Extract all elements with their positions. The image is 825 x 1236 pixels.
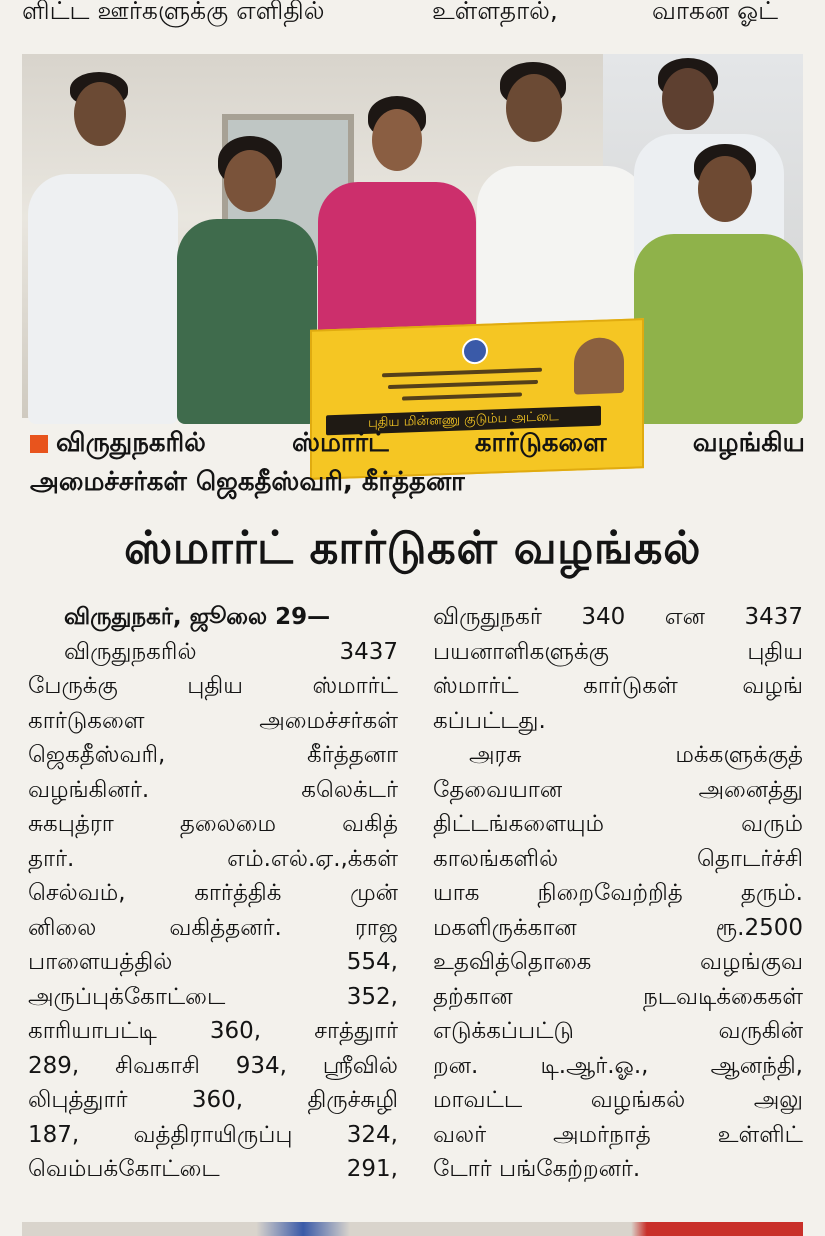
article-line: ஜெகதீஸ்வரி, கீர்த்தனா: [28, 742, 398, 768]
photo-caption: [30, 424, 805, 502]
article-line: விருதுநகர் 340 என 3437: [433, 604, 803, 630]
article-line: திட்டங்களையும் வரும்: [433, 811, 803, 837]
article-line: உதவித்தொகை வழங்குவ: [433, 949, 803, 975]
article-line: 289, சிவகாசி 934, ஸ்ரீவில்: [28, 1052, 398, 1079]
caption-word: விருதுநகரில்: [30, 424, 206, 463]
caption-bullet-icon: [30, 435, 48, 453]
fragment-mid: உள்ளதால்,: [432, 0, 558, 25]
caption-word: கார்டுகளை: [474, 428, 607, 458]
article-column-left: [28, 600, 398, 1187]
caption-line-1: [30, 424, 805, 463]
article-line: மகளிருக்கான ரூ.2500: [433, 914, 803, 941]
article-line: வழங்கினர். கலெக்டர்: [28, 776, 398, 803]
article-line: காலங்களில் தொடர்ச்சி: [433, 845, 803, 872]
article-line: சுகபுத்ரா தலைமை வகித்: [28, 811, 398, 837]
news-photo: [22, 54, 803, 431]
article-line: பேருக்கு புதிய ஸ்மார்ட்: [28, 673, 398, 699]
article-line: செல்வம், கார்த்திக் முன்: [28, 880, 398, 906]
article-line: விருதுநகர், ஜூலை 29—: [64, 604, 331, 630]
fragment-left: ளிட்ட ஊர்களுக்கு எளிதில்: [22, 0, 325, 25]
article-line: 187, வத்திராயிருப்பு 324,: [28, 1121, 398, 1148]
caption-word: ஸ்மார்ட்: [292, 428, 389, 458]
article-line: எடுக்கப்பட்டு வருகின்: [433, 1018, 803, 1044]
article-line: டோர் பங்கேற்றனர்.: [433, 1156, 641, 1182]
next-article-fragment: [22, 1222, 803, 1236]
article-line: தேவையான அனைத்து: [433, 776, 803, 803]
article-line: அரசு மக்களுக்குத்: [469, 742, 803, 768]
government-logo-icon: [462, 338, 488, 365]
article-line: ஸ்மார்ட் கார்டுகள் வழங்: [433, 673, 803, 699]
article-line: னிலை வகித்தனர். ராஜ: [28, 914, 398, 941]
article-line: மாவட்ட வழங்கல் அலு: [433, 1087, 803, 1113]
article-line: பயனாளிகளுக்கு புதிய: [433, 638, 803, 665]
article-line: பாளையத்தில் 554,: [28, 949, 398, 975]
previous-article-fragment: [22, 0, 812, 28]
banner-strip: புதிய மின்னணு குடும்ப அட்டை: [326, 406, 601, 436]
article-line: வலர் அமர்நாத் உள்ளிட்: [433, 1121, 803, 1148]
article-line: லிபுத்துார் 360, திருச்சுழி: [28, 1087, 398, 1113]
caption-word: வழங்கிய: [692, 428, 805, 458]
article-line: தார். எம்.எல்.ஏ.,க்கள்: [28, 845, 398, 872]
caption-line-2: அமைச்சர்கள் ஜெகதீஸ்வரி, கீர்த்தனா: [30, 467, 465, 497]
article-line: வெம்பக்கோட்டை 291,: [28, 1156, 398, 1182]
article-line: கப்பட்டது.: [433, 707, 546, 734]
article-headline: ஸ்மார்ட் கார்டுகள் வழங்கல்: [124, 521, 701, 574]
fragment-right: வாகன ஓட்: [652, 0, 779, 25]
article-line: தற்கான நடவடிக்கைகள்: [433, 983, 803, 1010]
article-column-right: [433, 600, 803, 1187]
article-line: யாக நிறைவேற்றித் தரும்.: [433, 880, 803, 906]
article-line: றன. டி.ஆர்.ஓ., ஆனந்தி,: [433, 1052, 803, 1079]
article-line: காரியாபட்டி 360, சாத்துார்: [28, 1018, 398, 1044]
article-line: விருதுநகரில் 3437: [64, 638, 398, 665]
article-line: அருப்புக்கோட்டை 352,: [28, 983, 398, 1010]
banner-portrait: [574, 337, 624, 395]
article-line: கார்டுகளை அமைச்சர்கள்: [28, 707, 398, 734]
